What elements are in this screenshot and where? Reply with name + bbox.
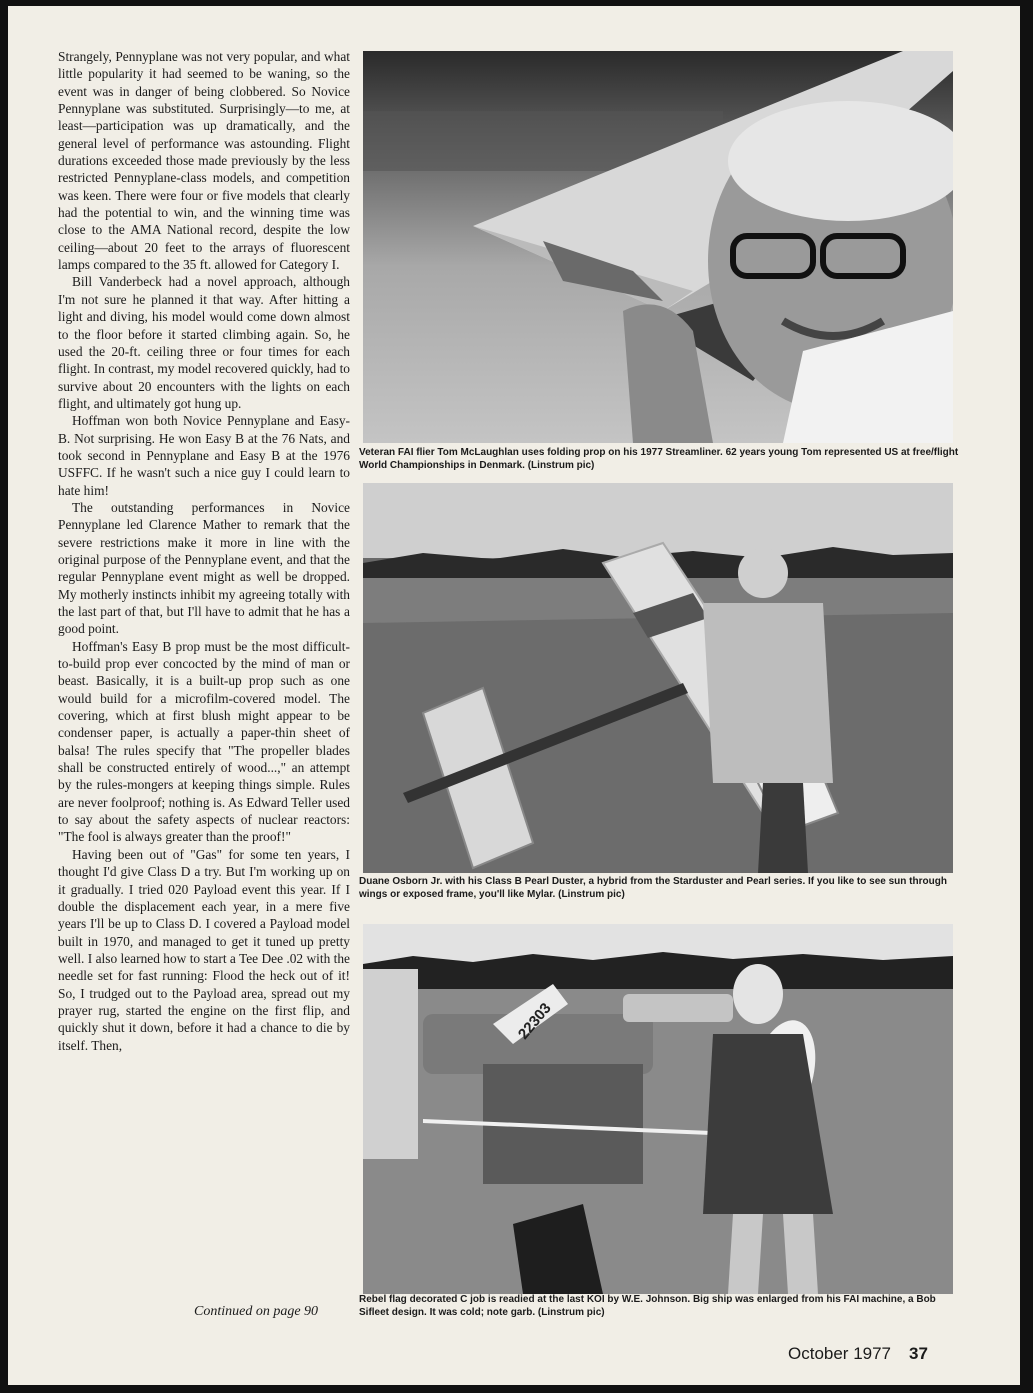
photo-w-e-johnson — [363, 924, 953, 1294]
photo-2-caption: Duane Osborn Jr. with his Class B Pearl Duster, a hybrid from the Starduster and Pearl series. If you like to see sun through wings or exposed frame, you'll like Mylar. (Linstrum pic) — [359, 876, 947, 900]
photo-3-caption: Rebel flag decorated C job is readied at the last KOI by W.E. Johnson. Big ship was enlarged from his FAI machine, a Bob Sifleet design. It was cold; note garb. (Linstrum pic) — [359, 1294, 936, 1318]
article-paragraph: Bill Vanderbeck had a novel approach, although I'm not sure he planned it that way. After hitting a light and diving, his model would come down almost to the floor before it started climbing again. So, he used the 20-ft. ceiling three or four times for each flight. In contrast, my model recovered quickly, had to survive about 20 encounters with the lights on each flight, and ultimately got hung up. — [58, 274, 350, 411]
fuselage-number: 22303 — [514, 999, 555, 1043]
article-paragraph: The outstanding performances in Novice Pennyplane led Clarence Mather to remark that the severe restrictions make it more in line with the original purpose of the Pennyplane event, and that the regular Pennyplane event might as well be dropped. My motherly instincts inhibit my agreeing totally with the last part of that, but I'll have to admit that he has a good point. — [58, 499, 350, 637]
photo-1-image — [363, 51, 953, 443]
continued-on-page-note: Continued on page 90 — [194, 1304, 319, 1319]
photo-duane-osborn — [363, 483, 953, 873]
photo-1-caption: Veteran FAI flier Tom McLaughlan uses folding prop on his 1977 Streamliner. 62 years young Tom represented US at free/flight World Championships in Denmark. (Linstrum pic) — [359, 447, 959, 471]
photo-2-image — [363, 483, 953, 873]
article-text-column — [58, 48, 350, 1054]
page-folio — [788, 1344, 928, 1364]
photo-tom-mclaughlan — [363, 51, 953, 443]
article-paragraph: Hoffman's Easy B prop must be the most difficult-to-build prop ever concocted by the mind of man or beast. Basically, it is a built-up prop such as one would build for a microfilm-covered model. The covering, which at first blush might appear to be condenser paper, is actually a paper-thin sheet of balsa! The rules specify that "The propeller blades shall be constructed entirely of wood...," an attempt by the rules-mongers at keeping things simple. Rules are never foolproof; nothing is. As Edward Teller used to say about the safety aspects of nuclear reactors: "The fool is always greater than the proof!" — [58, 638, 350, 845]
issue-date: October 1977 — [788, 1344, 892, 1363]
article-paragraph: Strangely, Pennyplane was not very popular, and what little popularity it had seemed to be waning, so the event was in danger of being clobbered. So Novice Pennyplane was substituted. Surprisingly—to me, at least—participation was up dramatically, and the general level of performance was astounding. Flight durations exceeded those made previously by the less restricted Pennyplane-class models, and competition was keen. There were four or five models that clearly had the potential to win, and the winning time was close to the AMA National record, despite the low ceiling—about 20 feet to the arrays of fluorescent lamps compared to the 35 ft. allowed for Category I. — [58, 49, 350, 273]
page-number: 37 — [909, 1344, 928, 1363]
magazine-page — [8, 6, 1020, 1385]
article-paragraph: Having been out of "Gas" for some ten years, I thought I'd give Class D a try. But I'm working up on it gradually. I tried 020 Payload event this year. If I double the displacement each year, in a mere five years I'll be up to Class D. I covered a Payload model built in 1970, and managed to get it tuned up pretty well. I also learned how to start a Tee Dee .02 with the needle set for fast running: Flood the heck out of it! So, I trudged out to the Payload area, spread out my prayer rug, started the engine on the first flip, and quickly shut it down, before it had a chance to die by itself. Then, — [58, 846, 350, 1053]
article-paragraph: Hoffman won both Novice Pennyplane and Easy-B. Not surprising. He won Easy B at the 76 Nats, and took second in Pennyplane and Easy B at the 1976 USFFC. If he wasn't such a nice guy I could learn to hate him! — [58, 413, 350, 498]
photo-3-image — [363, 924, 953, 1294]
